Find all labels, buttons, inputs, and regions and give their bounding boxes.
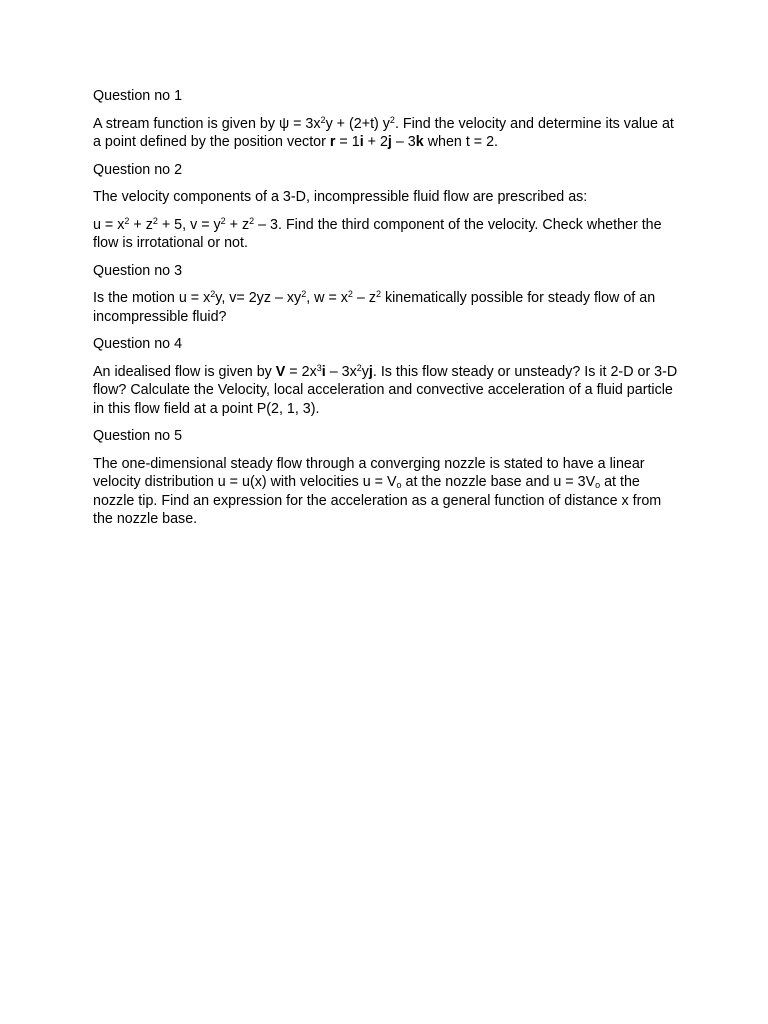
text-run: = 1 [335,134,360,150]
question-text [93,115,678,152]
text-run: y + (2+t) y [325,115,390,132]
text-run: . Find the velocity and determine its value at a point defined by the position vector [93,115,674,150]
question-heading: Question no 3 [93,262,183,279]
superscript: 2 [389,114,395,125]
superscript: 2 [220,215,226,226]
text-run: y [361,363,369,380]
superscript: 3 [316,362,322,373]
text-run: kinematically possible for steady flow of an incompressible fluid? [93,290,656,325]
text-run: y, v= 2yz – xy [215,290,302,306]
superscript: 2 [124,215,130,226]
question-heading: Question no 1 [93,88,183,104]
question-heading: Question no 2 [93,161,183,178]
text-run: , w = x [306,290,348,306]
bold-symbol: j [368,363,373,380]
question-section [93,161,678,253]
question-text [93,188,678,207]
question-heading: Question no 4 [93,336,183,352]
superscript: 2 [152,215,158,226]
text-run: + z [225,216,250,233]
text-run: when t = 2. [423,134,499,150]
text-run: u = x [93,216,125,233]
text-run: The velocity components of a 3-D, incompressible fluid flow are prescribed as: [93,189,588,205]
bold-symbol: i [359,134,364,150]
text-run: – 3. Find the third component of the velocity. Check whether the flow is irrotational or not. [93,216,662,251]
question-section [93,262,678,327]
superscript: 2 [375,289,381,300]
text-run: at the nozzle tip. Find an expression for the acceleration as a general function of distance x from the nozzle base. [93,474,662,527]
subscript: o [396,480,402,491]
text-run: The one-dimensional steady flow through a converging nozzle is stated to have a linear velocity distribution u = u(x) with velocities u = V [93,455,645,490]
bold-symbol: j [387,134,392,150]
bold-symbol: V [275,363,286,380]
text-run: A stream function is given by ψ = 3x [93,115,321,132]
text-run: . Is this flow steady or unsteady? Is it 2-D or 3-D flow? Calculate the Velocity, local acceleration and convective acceleration of a fluid particle in this flow field at a point P(2, 1, 3). [93,363,678,417]
text-run: – 3 [391,134,416,150]
text-run: at the nozzle base and u = 3V [401,474,596,490]
superscript: 2 [210,289,216,300]
superscript: 2 [301,289,307,300]
text-run: – z [352,290,376,306]
question-heading: Question no 5 [93,428,183,444]
question-text [93,216,678,253]
question-text [93,455,678,529]
text-run: Is the motion u = x [93,290,211,306]
superscript: 2 [320,114,326,125]
question-section [93,87,678,152]
text-run: – 3x [325,363,357,380]
subscript: o [595,480,601,491]
document-page [93,87,678,538]
text-run: + 2 [363,134,388,150]
superscript: 2 [356,362,362,373]
bold-symbol: i [321,363,326,380]
question-section [93,427,678,529]
text-run: An idealised flow is given by [93,363,276,380]
text-run: + 5, v = y [157,216,221,233]
question-text [93,363,678,419]
superscript: 2 [347,289,353,300]
bold-symbol: k [415,134,424,150]
superscript: 2 [249,215,255,226]
text-run: = 2x [285,363,317,380]
bold-symbol: r [329,134,336,150]
question-section [93,335,678,418]
question-text [93,289,678,326]
text-run: + z [129,216,153,233]
